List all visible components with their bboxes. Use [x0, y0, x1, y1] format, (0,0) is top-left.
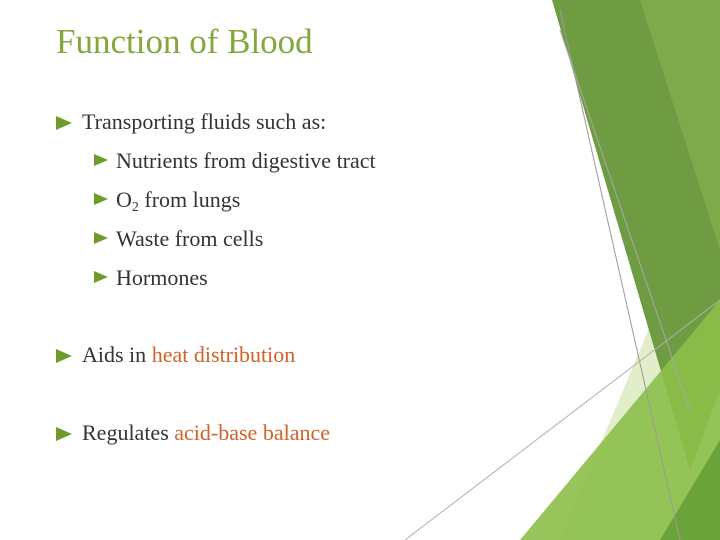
diamond-icon: [94, 193, 108, 205]
bullet-highlight: heat distribution: [151, 342, 296, 367]
sub-bullet-nutrients: [116, 148, 376, 174]
sub-bullet-text: from lungs: [138, 187, 241, 212]
sub-bullet-waste: [116, 226, 263, 252]
diamond-icon: [56, 116, 72, 130]
bullet-heat-distribution: [82, 342, 295, 368]
slide-title: Function of Blood: [56, 22, 313, 61]
bullet-text: Regulates: [82, 420, 175, 445]
sub-bullet-oxygen: [116, 187, 240, 216]
sub-bullet-text: Nutrients from digestive tract: [116, 148, 376, 173]
sub-bullet-text: Waste from cells: [116, 226, 264, 251]
bullet-highlight: acid-base balance: [174, 420, 330, 445]
oxygen-symbol: O: [116, 187, 132, 212]
bullet-transporting: [82, 109, 326, 135]
diamond-icon: [94, 232, 108, 244]
sub-bullet-hormones: [116, 265, 208, 291]
oxygen-subscript: 2: [131, 200, 139, 215]
bullet-text: Transporting fluids such as:: [82, 109, 327, 134]
diamond-icon: [94, 154, 108, 166]
bullet-text: Aids in: [82, 342, 152, 367]
sub-bullet-text: Hormones: [116, 265, 208, 290]
diamond-icon: [56, 427, 72, 441]
bullet-acid-base: [82, 420, 330, 446]
diamond-icon: [56, 349, 72, 363]
diamond-icon: [94, 271, 108, 283]
